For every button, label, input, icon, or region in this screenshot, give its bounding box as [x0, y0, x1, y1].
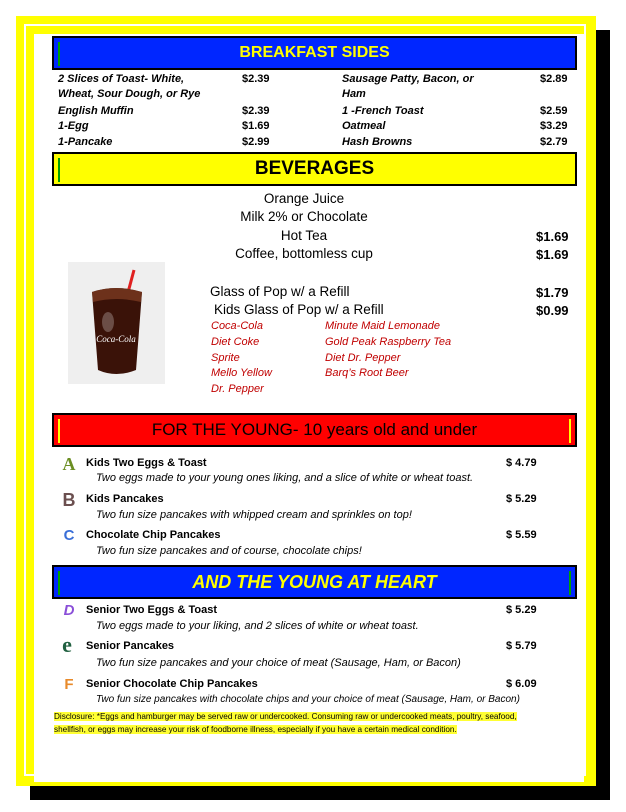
young-title: FOR THE YOUNG- 10 years old and under [151, 420, 478, 439]
side-item-name: English Muffin [58, 105, 134, 117]
side-item-name-cont: Ham [342, 88, 366, 100]
beverages-header [52, 152, 577, 186]
kids-item-desc: Two eggs made to your young ones liking, and a slice of white or wheat toast. [96, 472, 474, 484]
soda-option: Diet Coke [211, 336, 260, 348]
pop-price: $1.79 [536, 285, 569, 300]
side-item-name: Oatmeal [342, 120, 386, 132]
side-item-name: 1 -French Toast [342, 105, 424, 117]
soda-option: Sprite [211, 352, 240, 364]
kids-item-title: Chocolate Chip Pancakes [86, 529, 221, 541]
menu-page [34, 34, 584, 782]
kids-item-desc: Two fun size pancakes and of course, chocolate chips! [96, 545, 362, 557]
disclosure [54, 710, 554, 736]
side-item-name: Sausage Patty, Bacon, or [342, 73, 474, 85]
young-header [52, 413, 577, 447]
side-item-price: $2.99 [242, 136, 270, 148]
header-tick-left [58, 158, 60, 182]
side-item-price: $3.29 [540, 120, 568, 132]
beverage-name: Orange Juice [263, 191, 345, 206]
header-tick-right [569, 571, 571, 595]
letter-c-icon: C [63, 527, 75, 544]
kids-item-price: $ 5.59 [506, 529, 537, 541]
side-item-name-cont: Wheat, Sour Dough, or Rye [58, 88, 201, 100]
senior-item-price: $ 6.09 [506, 678, 537, 690]
letter-a-icon: A [62, 454, 76, 474]
kids-item-title: Kids Pancakes [86, 493, 164, 505]
beverages-title: BEVERAGES [254, 158, 375, 179]
side-item-price: $2.59 [540, 105, 568, 117]
pop-name: Kids Glass of Pop w/ a Refill [214, 302, 384, 317]
header-tick-left [58, 419, 60, 443]
pop-name: Glass of Pop w/ a Refill [210, 284, 350, 299]
breakfast-sides-title: BREAKFAST SIDES [239, 44, 390, 61]
soda-option: Coca-Cola [211, 320, 263, 332]
disclosure-line-1: Disclosure: *Eggs and hamburger may be served raw or undercooked. Consuming raw or undercooked meats, poultry, seafood, [54, 712, 517, 721]
beverage-price: $1.69 [536, 229, 569, 244]
glass-logo-text: Coca-Cola [96, 334, 136, 344]
beverage-name: Coffee, bottomless cup [235, 246, 373, 261]
senior-item-desc: Two fun size pancakes and your choice of meat (Sausage, Ham, or Bacon) [96, 657, 461, 669]
beverage-price: $1.69 [536, 247, 569, 262]
kids-item-price: $ 4.79 [506, 457, 537, 469]
beverage-name: Milk 2% or Chocolate [240, 209, 368, 224]
side-item-price: $2.79 [540, 136, 568, 148]
young-at-heart-header [52, 565, 577, 599]
soda-option: Diet Dr. Pepper [325, 352, 401, 364]
disclosure-line-2: shellfish, or eggs may increase your risk of foodborne illness, especially if you have a certain medical condition. [54, 725, 457, 734]
header-tick-left [58, 571, 60, 595]
soda-option: Gold Peak Raspberry Tea [325, 336, 452, 348]
header-tick-left [58, 42, 60, 66]
cola-glass-image [68, 262, 165, 384]
young-at-heart-title: AND THE YOUNG AT HEART [192, 571, 437, 592]
side-item-price: $2.39 [242, 105, 270, 117]
side-item-price: $1.69 [242, 120, 270, 132]
senior-item-price: $ 5.79 [506, 640, 537, 652]
letter-e-icon: e [62, 632, 72, 657]
pop-price: $0.99 [536, 303, 569, 318]
senior-item-title: Senior Chocolate Chip Pancakes [86, 678, 258, 690]
soda-option: Dr. Pepper [211, 383, 264, 395]
soda-option: Mello Yellow [211, 367, 272, 379]
senior-item-desc: Two fun size pancakes with chocolate chips and your choice of meat (Sausage, Ham, or Bacon) [96, 694, 520, 705]
side-item-name: 1-Pancake [58, 136, 113, 148]
side-item-price: $2.39 [242, 73, 270, 85]
senior-item-title: Senior Pancakes [86, 640, 175, 652]
senior-item-price: $ 5.29 [506, 604, 537, 616]
side-item-name: Hash Browns [342, 136, 413, 148]
header-tick-right [569, 419, 571, 443]
kids-item-price: $ 5.29 [506, 493, 537, 505]
kids-item-title: Kids Two Eggs & Toast [86, 457, 207, 469]
letter-d-icon: D [63, 602, 75, 619]
soda-option: Minute Maid Lemonade [325, 320, 440, 332]
letter-b-icon: B [62, 490, 76, 510]
senior-item-desc: Two eggs made to your liking, and 2 slices of white or wheat toast. [96, 620, 419, 632]
side-item-price: $2.89 [540, 73, 568, 85]
senior-item-title: Senior Two Eggs & Toast [86, 604, 217, 616]
letter-f-icon: F [64, 676, 74, 693]
side-item-name: 2 Slices of Toast- White, [58, 73, 185, 85]
soda-option: Barq’s Root Beer [325, 367, 409, 379]
side-item-name: 1-Egg [58, 120, 89, 132]
beverage-name: Hot Tea [280, 228, 328, 243]
kids-item-desc: Two fun size pancakes with whipped cream and sprinkles on top! [96, 509, 412, 521]
breakfast-sides-header [52, 36, 577, 70]
